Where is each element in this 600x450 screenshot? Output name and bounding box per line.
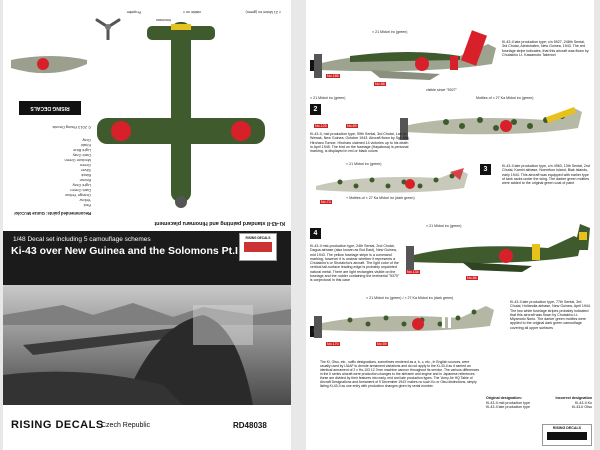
paint-item: Brown [79, 178, 91, 183]
profile-callout: × 21 Midori iro (green) [372, 30, 408, 34]
paint-item: Medium Green [64, 158, 91, 163]
table-cell: Ki-43-II Ko [575, 400, 592, 405]
paint-item: Light Blue [73, 148, 91, 153]
paint-item: Orange Yellow [65, 193, 91, 198]
left-decal-sheet [3, 0, 291, 450]
brand-country: Czech Republic [101, 422, 151, 429]
table-header-cell: Original designation: [486, 396, 522, 400]
tail-fin-icon [570, 222, 592, 252]
profile-description: Ki-43-II late production type, 77th Sentai, 3rd Chutai, Hollandia airbase, New Guinea, April 1944. The two white fuselage stripes probably indicated that this aircraft was flown by Chutaicho Lt. Miyamoto Norio. The darker green mottles were applied to the original dark green camouflage covering all upper surfaces [510, 300, 591, 330]
paint-item: Yellow [79, 198, 91, 203]
decal-tag: No.68 [375, 82, 385, 86]
brand-name: RISING DECALS [11, 419, 104, 431]
decal-tag: No.185 [327, 74, 339, 78]
decal-tag: No.69 [347, 124, 357, 128]
bottom-logo: RISING DECALS [19, 101, 81, 115]
decal-tag: No.134 [407, 270, 419, 274]
designation-footnote: The Ki, Otsu, etc., suffix designations, sometimes rendered as a, b, c, etc., in English sources, were usually used by IJAAF to denote armament variations and do not apply to the Ki-43-II as it carried an identical armament of 2 x Ho-103 12.7mm machine cannon throughout its service. The various differences in the II series aircraft were production changes to the airframe and engine and in Japanese references these are divided by their features into early, mid and late production types. The 'Army Air HQ Table of Aircraft Designations and Armament of 9 December 1943' makes no such Ko or Otsu distinctions, simply listing Ki-43-II as one entry with production changes given by serial number. [320, 360, 480, 388]
inset-logo: RISING DECALS [239, 233, 277, 261]
upside-down-placement-area [3, 0, 291, 230]
decal-tag: No.73 [321, 200, 331, 204]
sheet-title: Ki-43 over New Guinea and the Solomons Pt.I [11, 245, 238, 257]
hinomaru-right [111, 121, 131, 141]
profile-description: Ki-43-II late production type, c/n 4963, 13th Sentai, 2nd Chutai, Kamiri airbase, Noemfoor Island, Biak Islands, early 1944. This aircraft was equipped with earlier type of tank racks under the wing. The darker green mottles were added to the original green coat of paint [502, 164, 590, 186]
table-row [486, 405, 592, 410]
paint-item: Gray [82, 138, 91, 143]
paint-item: Dark Green [70, 188, 91, 193]
profile-3-aircraft [310, 166, 478, 200]
profile-number: 4 [310, 228, 321, 239]
decal-tag: No.125 [315, 124, 327, 128]
profile-side-note: + Mottles of × 27 Ka Midori iro (dark green) [346, 196, 415, 200]
paint-item: Khaki [80, 143, 91, 148]
header-band [3, 231, 291, 285]
profile-4-aircraft [402, 226, 592, 280]
fuselage [171, 22, 191, 202]
table-header-cell: Incorrect designation [555, 396, 592, 400]
profile-side-note: visible since "5927" [426, 88, 457, 92]
paint-item: Green [79, 163, 91, 168]
right-decal-sheet [306, 0, 594, 450]
profile-side-note: Mottles of × 27 Ka Midori iro (green) [476, 96, 534, 100]
hinomaru-left [231, 121, 251, 141]
paint-item: Silver [80, 168, 91, 173]
propeller-label: Propeller [126, 10, 141, 14]
propeller-icon [95, 14, 121, 40]
paint-item: Dark Gray [72, 153, 91, 158]
table-cell: Ki-43-II late production type [486, 405, 530, 410]
decal-tag: No.86 [467, 276, 477, 280]
decal-tag: No.170 [327, 342, 339, 346]
paint-item: Black [81, 173, 91, 178]
green-callout: × 21 Midori iro (green) [245, 10, 281, 14]
yellow-band [171, 24, 191, 30]
profile-description: Ki-43-II, mid production type, 59th Sentai, 3rd Chutai, Lae or Wewak, New Guinea, October 1943. Aircraft flown by Sgt. Maj. Hiroharu Tomoe. Hiroharu claimed 14 victories up to his death in April 1945. The bird on the fuselage (Hayabusa) is personal marking, is displayed in red or black colors [310, 132, 410, 154]
profile-description: Ki-43-II late production type; c/n 5927, 248th Sentai, 3rd Chutai, Alexishafen, New Guinea, 1943. The red fuselage stripe indicates, that this aircraft was flown by Chutaicho Lt. Kawamoto Takenori [502, 40, 589, 57]
profile-callout: × 21 Midori iro (green) / × 27 Ka Midori iro (dark green) [366, 296, 454, 300]
aircraft-side-view [7, 40, 91, 90]
profile-callout: × 21 Midori iro (green) [426, 224, 462, 228]
profile-callout: × 21 Midori iro (green) [346, 162, 382, 166]
decal-tag: No.59 [377, 342, 387, 346]
paint-item: Red [83, 203, 91, 208]
profile-callout: × 21 Midori iro (green) [310, 96, 346, 100]
visible-callout: visible on × [182, 10, 201, 14]
historic-photo [3, 285, 291, 405]
fuselage-stripe-icon [456, 30, 492, 66]
profile-number: 3 [480, 164, 491, 175]
spinner [175, 196, 187, 208]
designation-table [486, 396, 592, 410]
scale-line: 1/48 Decal set including 5 camouflage schemes [13, 236, 151, 243]
hinomaru-callout: hinomaru [156, 18, 171, 22]
copyright: © 2013 Rising Decals [52, 125, 91, 130]
profile-number: 2 [310, 104, 321, 115]
placement-heading: Ki-43-II standard painting and Hinomaru placement [154, 220, 285, 226]
table-cell: Ki-43-II mid production type [486, 400, 530, 405]
paint-item: Light Gray [72, 183, 91, 188]
profile-2-aircraft [396, 100, 592, 150]
product-code: RD48038 [233, 421, 267, 430]
profile-description: Ki-43-II mid-production type, 24th Sentai, 2nd Chutai, Dagua airbase (also known as But East), New Guinea, mid 1943. The yellow fuselage stripe is a command marking, however it is unclear whether it represents a Chutaicho's or Shotaicho's aircraft. The light color of the vertical tail-surface leading edge is probably unpainted natural metal. There are light rectangles visible on the fuselage and the rudder containing the text/serial "5370" is conjectural in this case [310, 244, 400, 283]
paints-list [7, 138, 91, 208]
profile-5-aircraft [310, 300, 510, 346]
table-cell: Ki-43-II Otsu [571, 405, 592, 410]
brand-logo: RISING DECALS [542, 424, 592, 446]
paints-heading: Recommended paints: Gunze Mr.Color [13, 211, 91, 216]
brand-strip [3, 405, 291, 450]
photo-scene [3, 285, 291, 405]
